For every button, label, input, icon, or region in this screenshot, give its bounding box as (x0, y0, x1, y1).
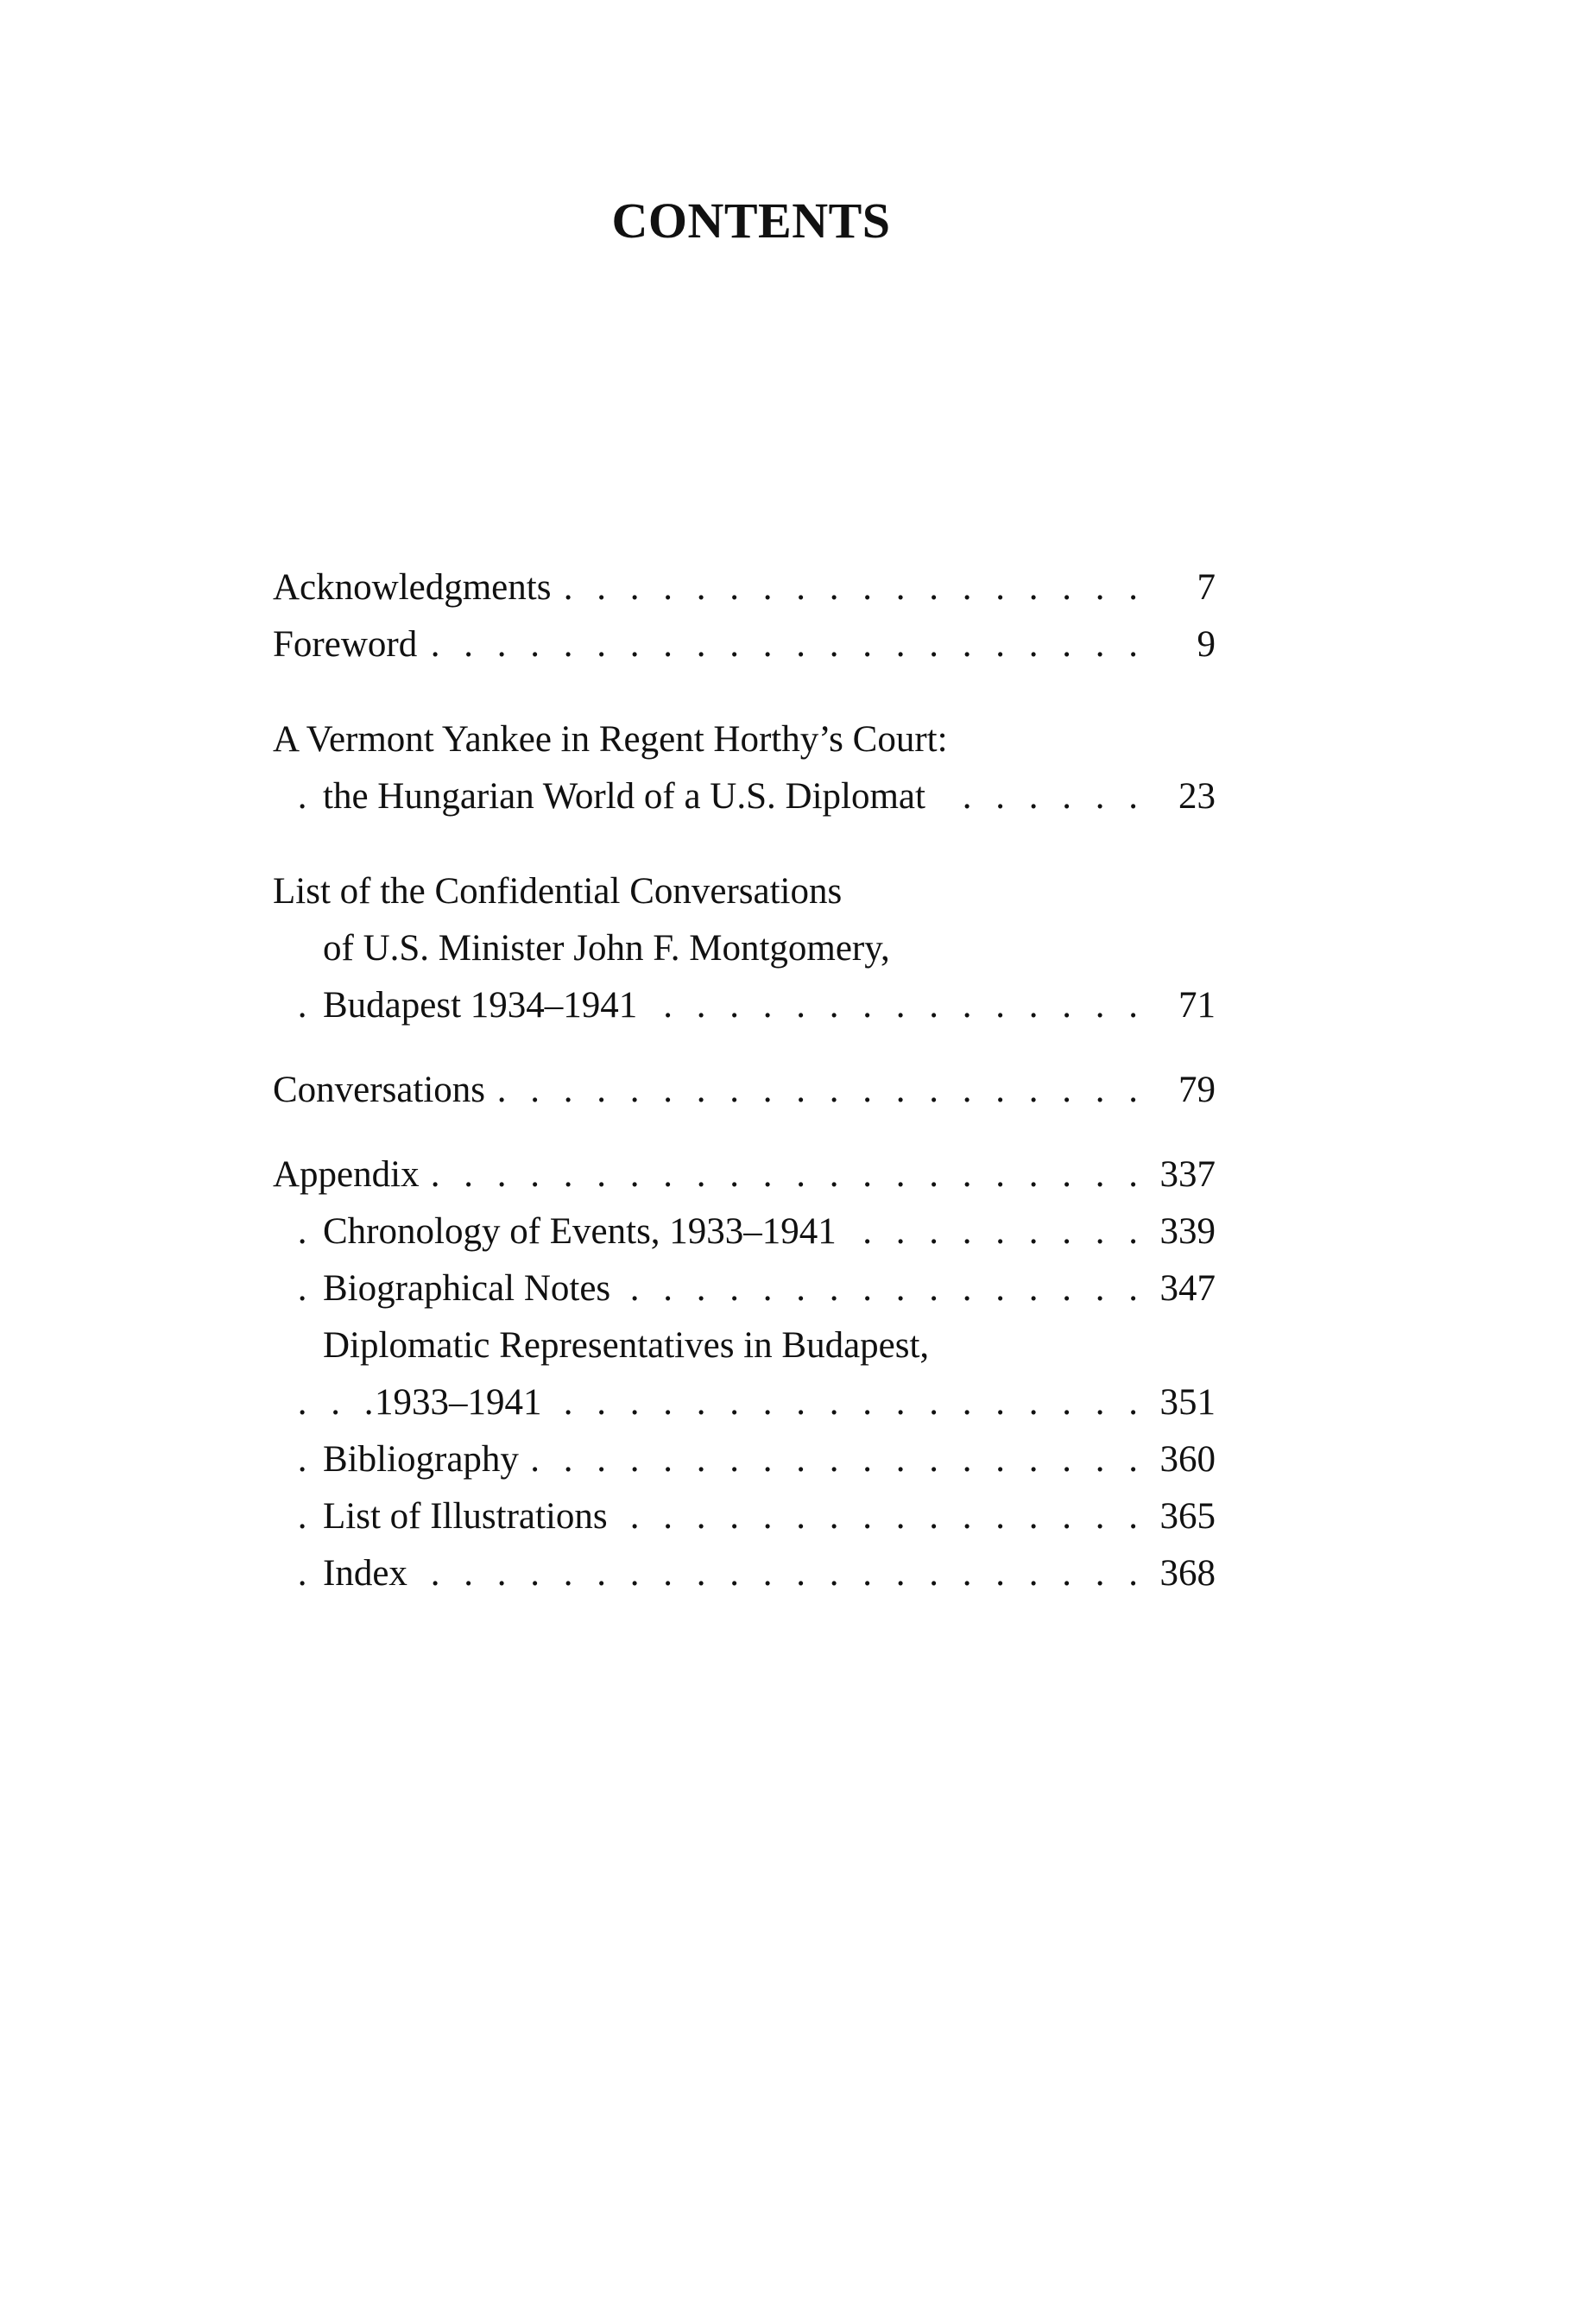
toc-entry-illustrations[interactable] (273, 1488, 1216, 1545)
toc-entry-bibliography[interactable] (273, 1431, 1216, 1488)
toc-entry-page-number: 79 (1138, 1062, 1216, 1119)
toc-entry-page-number: 71 (1138, 977, 1216, 1034)
toc-entry-chronology[interactable] (273, 1203, 1216, 1260)
toc-entry-label: List of the Confidential Conversations (273, 871, 854, 912)
toc-entry-page-number: 23 (1138, 768, 1216, 825)
toc-entry-label: of U.S. Minister John F. Montgomery, (323, 928, 902, 969)
toc-entry-list-line1[interactable] (273, 863, 1216, 920)
toc-entry-label: Biographical Notes (323, 1268, 622, 1309)
toc-entry-label: Acknowledgments (273, 567, 563, 608)
toc-entry-page-number: 365 (1138, 1488, 1216, 1545)
toc-entry-label: 1933–1941 (375, 1382, 554, 1423)
toc-entry-label: Index (323, 1553, 420, 1594)
toc-entry-index[interactable] (273, 1545, 1216, 1602)
toc-entry-label: A Vermont Yankee in Regent Horthy’s Court: (273, 719, 960, 760)
toc-entry-page-number: 339 (1138, 1203, 1216, 1260)
toc-entry-label: the Hungarian World of a U.S. Diplomat (323, 776, 938, 817)
toc-entry-biographical-notes[interactable] (273, 1260, 1216, 1317)
table-of-contents (273, 559, 1216, 1602)
toc-entry-page-number: 351 (1138, 1374, 1216, 1431)
toc-entry-label: List of Illustrations (323, 1496, 620, 1537)
toc-entry-acknowledgments[interactable] (273, 559, 1216, 616)
toc-entry-label: Chronology of Events, 1933–1941 (323, 1211, 849, 1252)
toc-entry-page-number: 9 (1138, 616, 1216, 673)
toc-entry-vermont[interactable] (273, 768, 1216, 825)
toc-entry-diplomatic[interactable] (273, 1374, 1216, 1431)
toc-entry-page-number: 368 (1138, 1545, 1216, 1602)
toc-entry-label: Conversations (273, 1070, 497, 1110)
toc-entry-foreword[interactable] (273, 616, 1216, 673)
toc-entry-page-number: 337 (1138, 1146, 1216, 1203)
toc-entry-diplomatic-line1[interactable] (273, 1317, 1216, 1374)
toc-entry-label: Foreword (273, 624, 429, 665)
toc-entry-list-line2[interactable] (273, 920, 1216, 977)
toc-entry-label: Diplomatic Representatives in Budapest, (323, 1325, 941, 1366)
page-title: CONTENTS (611, 193, 891, 249)
toc-entry-appendix[interactable] (273, 1146, 1216, 1203)
toc-entry-conversations[interactable] (273, 1062, 1216, 1119)
toc-entry-page-number: 7 (1138, 559, 1216, 616)
toc-entry-vermont-line1[interactable] (273, 711, 1216, 768)
toc-entry-page-number: 347 (1138, 1260, 1216, 1317)
toc-entry-label: Appendix (273, 1154, 432, 1195)
toc-entry-label: Bibliography (323, 1439, 531, 1480)
toc-entry-list[interactable] (273, 977, 1216, 1034)
toc-entry-page-number: 360 (1138, 1431, 1216, 1488)
toc-entry-label: Budapest 1934–1941 (323, 985, 649, 1026)
